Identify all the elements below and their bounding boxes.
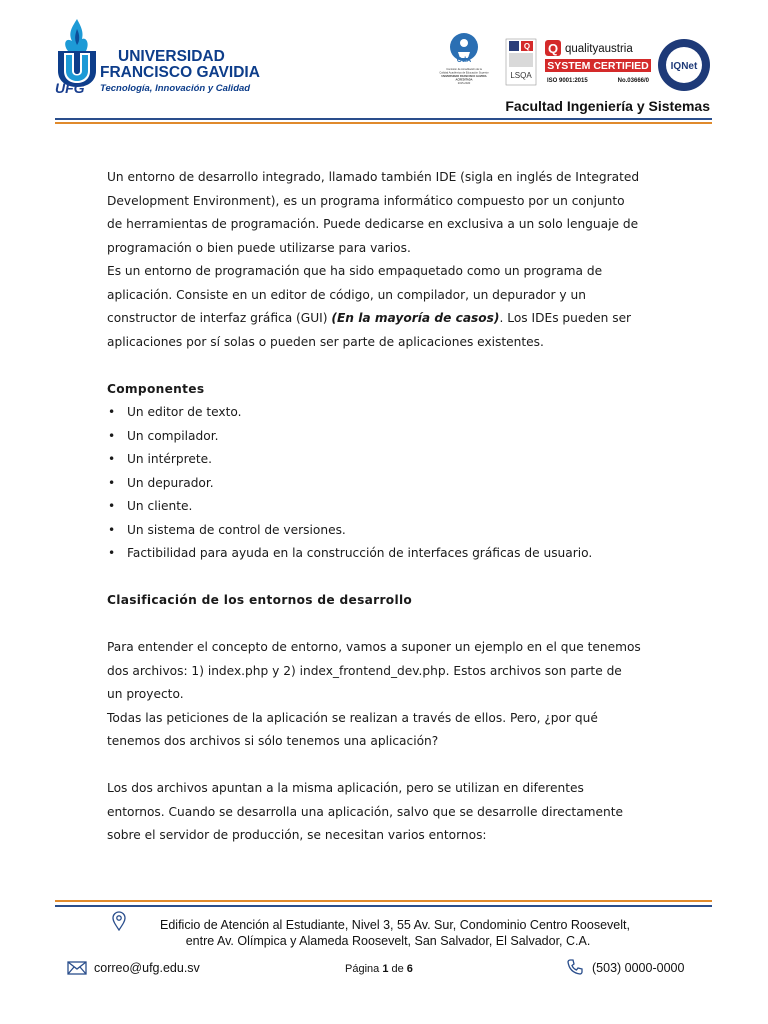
address-line-1: Edificio de Atención al Estudiante, Nivel 3, 55 Av. Sur, Condominio Centro Roosevelt,	[160, 918, 630, 932]
paragraph-line: Development Environment), es un programa informático compuesto por un conjunto	[107, 193, 625, 208]
paragraph-line	[107, 307, 667, 331]
quality-austria-seal-icon	[543, 38, 653, 94]
page-total: 6	[406, 963, 413, 975]
cert-number: No.03666/0	[617, 78, 649, 84]
paragraph-line: Para entender el concepto de entorno, vamos a suponer un ejemplo en el que tenemos	[107, 640, 641, 654]
list-item: • Un sistema de control de versiones.	[107, 519, 667, 543]
cda-caption-5: 2015-2020	[457, 82, 471, 85]
page-mid: de	[388, 963, 407, 975]
university-name	[100, 49, 260, 81]
paragraph-line: tenemos dos archivos si sólo tenemos una aplicación?	[107, 734, 439, 748]
quality-austria-label: qualityaustria	[565, 43, 633, 55]
faculty-title: Facultad Ingeniería y Sistemas	[505, 98, 710, 114]
paragraph-line: programación o bien puede utilizarse para varios.	[107, 240, 411, 255]
mail-icon	[67, 961, 87, 975]
cda-label: CdA	[456, 57, 472, 64]
footer-phone[interactable]: (503) 0000-0000	[592, 961, 685, 975]
lsqa-seal-icon	[505, 38, 537, 86]
components-heading: Componentes	[107, 381, 205, 396]
footer-email[interactable]: correo@ufg.edu.sv	[94, 961, 200, 975]
cda-caption-2: Calidad Académica de Educación Superior	[439, 71, 489, 75]
list-item: • Un cliente.	[107, 495, 667, 519]
paragraph-line: dos archivos: 1) index.php y 2) index_frontend_dev.php. Estos archivos son parte de	[107, 663, 622, 678]
page-indicator	[345, 963, 413, 975]
cda-caption-4: ACREDITADA	[455, 78, 473, 82]
paragraph-line: sobre el servidor de producción, se necesitan varios entornos:	[107, 828, 487, 842]
components-list	[107, 401, 667, 566]
list-item: • Un compilador.	[107, 425, 667, 449]
text-segment: constructor de interfaz gráfica (GUI)	[107, 311, 332, 325]
paragraph-line: Los dos archivos apuntan a la misma aplicación, pero se utilizan en diferentes	[107, 781, 584, 795]
phone-icon	[567, 959, 583, 975]
text-segment: . Los IDEs pueden ser	[499, 311, 632, 325]
paragraph-line: un proyecto.	[107, 687, 184, 701]
page-prefix: Página	[345, 963, 383, 975]
footer-rule-blue	[55, 905, 712, 907]
emphasis-text: (En la mayoría de casos)	[331, 311, 500, 325]
header-rule-orange	[55, 122, 712, 124]
classification-heading: Clasificación de los entornos de desarrollo	[107, 593, 413, 607]
page-current: 1	[382, 963, 389, 975]
paragraph-line: aplicaciones por sí solas o pueden ser parte de aplicaciones existentes.	[107, 334, 544, 349]
university-tagline: Tecnología, Innovación y Calidad	[100, 83, 251, 94]
system-certified-label: SYSTEM CERTIFIED	[547, 60, 649, 72]
svg-text:Q: Q	[547, 41, 559, 56]
cda-seal-icon	[430, 30, 490, 100]
iqnet-label: IQNet	[670, 61, 698, 72]
list-item: • Factibilidad para ayuda en la construcción de interfaces gráficas de usuario.	[107, 542, 667, 566]
paragraph-line: aplicación. Consiste en un editor de código, un compilador, un depurador y un	[107, 287, 586, 302]
lsqa-label: LSQA	[510, 71, 532, 80]
paragraph-line: Es un entorno de programación que ha sido empaquetado como un programa de	[107, 264, 603, 278]
iqnet-seal-icon	[656, 37, 712, 93]
address-line-2: entre Av. Olímpica y Alameda Roosevelt, San Salvador, El Salvador, C.A.	[185, 934, 591, 948]
cda-caption-1: Comisión de Acreditación de la	[446, 68, 482, 71]
header-rule-blue	[55, 118, 712, 120]
footer-rule-orange	[55, 900, 712, 902]
paragraph-line: entornos. Cuando se desarrolla una aplicación, salvo que se desarrolle directamente	[107, 804, 624, 819]
paragraph-line: de herramientas de programación. Puede dedicarse en exclusiva a un solo lenguaje de	[107, 217, 639, 231]
paragraph-line: Un entorno de desarrollo integrado, llamado también IDE (sigla en inglés de Integrated	[107, 170, 640, 184]
list-item: • Un depurador.	[107, 472, 667, 496]
university-name-line2: FRANCISCO GAVIDIA	[100, 64, 260, 81]
paragraph-line: Todas las peticiones de la aplicación se realizan a través de ellos. Pero, ¿por qué	[107, 710, 598, 725]
cda-caption-3: UNIVERSIDAD FRANCISCO GAVIDIA	[441, 75, 487, 78]
list-item: • Un intérprete.	[107, 448, 667, 472]
footer-address	[108, 917, 668, 949]
svg-text:Q: Q	[523, 42, 531, 51]
iso-label: ISO 9001:2015	[547, 78, 588, 84]
ufg-mark: UFG	[55, 80, 85, 96]
university-name-line1: UNIVERSIDAD	[118, 48, 225, 65]
document-body	[107, 166, 667, 848]
list-item: • Un editor de texto.	[107, 401, 667, 425]
